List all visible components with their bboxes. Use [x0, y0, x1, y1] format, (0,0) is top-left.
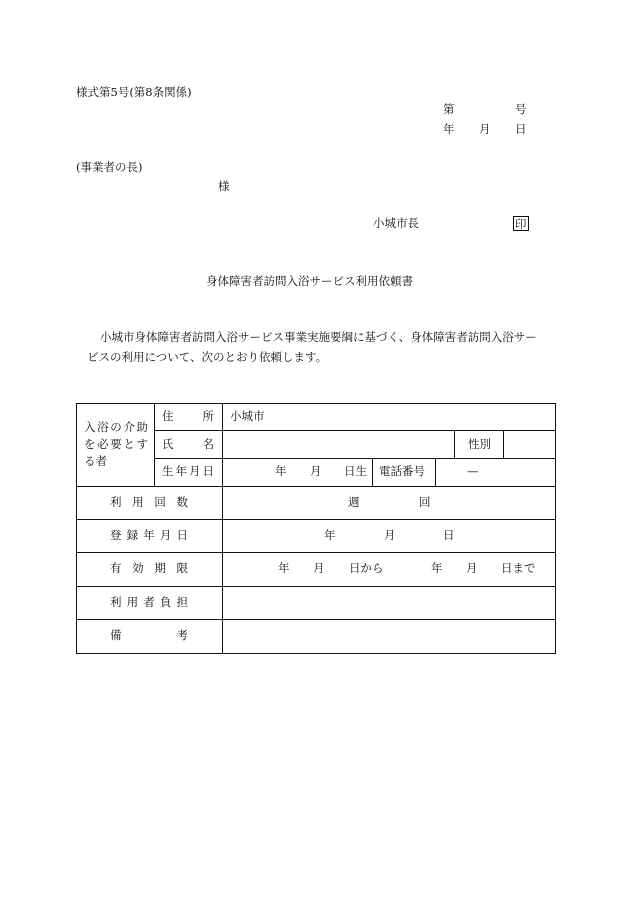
table-rule-period [76, 586, 556, 587]
reg-date-year: 年 [324, 528, 336, 542]
subject-label-line-2-char-1: を [84, 437, 96, 451]
birth-label-char-4: 日 [202, 464, 214, 478]
address-label-char-1: 住 [162, 409, 174, 423]
table-border-right [555, 403, 556, 654]
table-border-top [76, 403, 556, 404]
addressee-label: (事業者の長) [76, 160, 143, 174]
table-rule-address [154, 430, 556, 431]
body-text-line-1: 小城市身体障害者訪問入浴サービス事業実施要綱に基づく、身体障害者訪問入浴サー [100, 330, 537, 344]
subject-label-line-1-char-3: の [110, 420, 122, 434]
subject-label-line-2-char-4: と [123, 437, 135, 451]
valid-period-year-1: 年 [278, 561, 290, 575]
table-rule-name [154, 458, 556, 459]
phone-label: 電話番号 [379, 464, 425, 478]
table-rule-regdate [76, 552, 556, 553]
table-rule-count [76, 519, 556, 520]
document-title: 身体障害者訪問入浴サービス利用依頼書 [206, 274, 413, 288]
reg-date-day: 日 [443, 528, 455, 542]
table-col-phone-label [372, 458, 373, 487]
remarks-char-2: 考 [176, 628, 188, 642]
name-label-char-1: 氏 [162, 437, 174, 451]
valid-period-from: 日から [349, 561, 384, 575]
reg-date-char-1: 登 [110, 528, 122, 542]
burden-char-3: 者 [143, 595, 155, 609]
phone-dash: — [467, 464, 479, 478]
burden-label [110, 597, 188, 609]
usage-count-char-3: 回 [154, 495, 166, 509]
body-text-line-2: ビスの利用について、次のとおり依頼します。 [87, 350, 328, 364]
usage-count-char-2: 用 [132, 495, 144, 509]
sender-title: 小城市長 [373, 216, 419, 230]
request-table [76, 403, 556, 654]
date-day: 日 [515, 122, 527, 136]
valid-period-month-1: 月 [313, 561, 325, 575]
table-col-phone-value [435, 458, 436, 487]
date-month: 月 [479, 122, 491, 136]
subject-label-line-2 [84, 439, 148, 451]
reg-date-char-4: 月 [159, 528, 172, 542]
burden-char-4: 負 [159, 595, 172, 609]
burden-char-2: 用 [126, 595, 139, 609]
birth-label-char-2: 年 [175, 464, 187, 478]
reg-date-char-5: 日 [176, 528, 188, 542]
birth-month: 月 [310, 464, 322, 478]
seal-mark [513, 216, 529, 231]
table-col-subject [154, 403, 155, 487]
gender-label: 性別 [468, 437, 491, 451]
subject-label-line-1-char-1: 入 [84, 420, 96, 434]
remarks-label [110, 630, 188, 642]
usage-count-week: 週 [348, 495, 360, 509]
reg-date-char-3: 年 [143, 528, 155, 542]
date-year: 年 [443, 122, 455, 136]
birth-year: 年 [275, 464, 287, 478]
valid-period-until: 日まで [501, 561, 536, 575]
valid-period-char-3: 期 [154, 561, 166, 575]
subject-label-line-3: る者 [84, 454, 107, 468]
usage-count-label [110, 497, 188, 509]
reg-date-month: 月 [384, 528, 396, 542]
table-col-gender-label [454, 430, 455, 459]
usage-count-char-1: 利 [110, 495, 122, 509]
reg-date-label [110, 530, 188, 542]
valid-period-year-2: 年 [431, 561, 443, 575]
doc-number-prefix: 第 [443, 102, 455, 116]
subject-label-line-2-char-3: 要 [110, 437, 122, 451]
table-rule-burden [76, 619, 556, 620]
doc-number-suffix: 号 [515, 102, 527, 116]
table-border-left [76, 403, 77, 654]
burden-char-5: 担 [176, 595, 188, 609]
name-label [162, 439, 214, 451]
valid-period-char-1: 有 [110, 561, 122, 575]
address-value: 小城市 [230, 409, 265, 423]
valid-period-label [110, 563, 188, 575]
valid-period-char-2: 効 [132, 561, 144, 575]
usage-count-times: 回 [419, 495, 431, 509]
name-label-char-2: 名 [202, 437, 214, 451]
address-label-char-2: 所 [202, 409, 214, 423]
table-col-gender-value [503, 430, 504, 459]
subject-label-line-1-char-5: 助 [136, 420, 148, 434]
table-rule-subject [76, 486, 556, 487]
valid-period-month-2: 月 [466, 561, 478, 575]
subject-label-line-1-char-4: 介 [123, 420, 135, 434]
birth-label [162, 466, 214, 478]
subject-label-line-1-char-2: 浴 [97, 420, 109, 434]
remarks-char-1: 備 [110, 628, 122, 642]
addressee-honorific: 様 [218, 179, 230, 193]
table-col-label [222, 403, 223, 654]
seal-text: 印 [515, 217, 527, 231]
subject-label-line-2-char-2: 必 [97, 437, 109, 451]
form-number: 様式第5号(第8条関係) [76, 85, 192, 99]
subject-label-line-1 [84, 422, 148, 434]
subject-label-line-2-char-5: す [136, 437, 148, 451]
table-border-bottom [76, 653, 556, 654]
valid-period-char-4: 限 [176, 561, 188, 575]
birth-day: 日生 [344, 464, 367, 478]
birth-label-char-1: 生 [162, 464, 174, 478]
usage-count-char-4: 数 [176, 495, 188, 509]
birth-label-char-3: 月 [189, 464, 201, 478]
burden-char-1: 利 [110, 595, 122, 609]
address-label [162, 411, 214, 423]
reg-date-char-2: 録 [126, 528, 139, 542]
